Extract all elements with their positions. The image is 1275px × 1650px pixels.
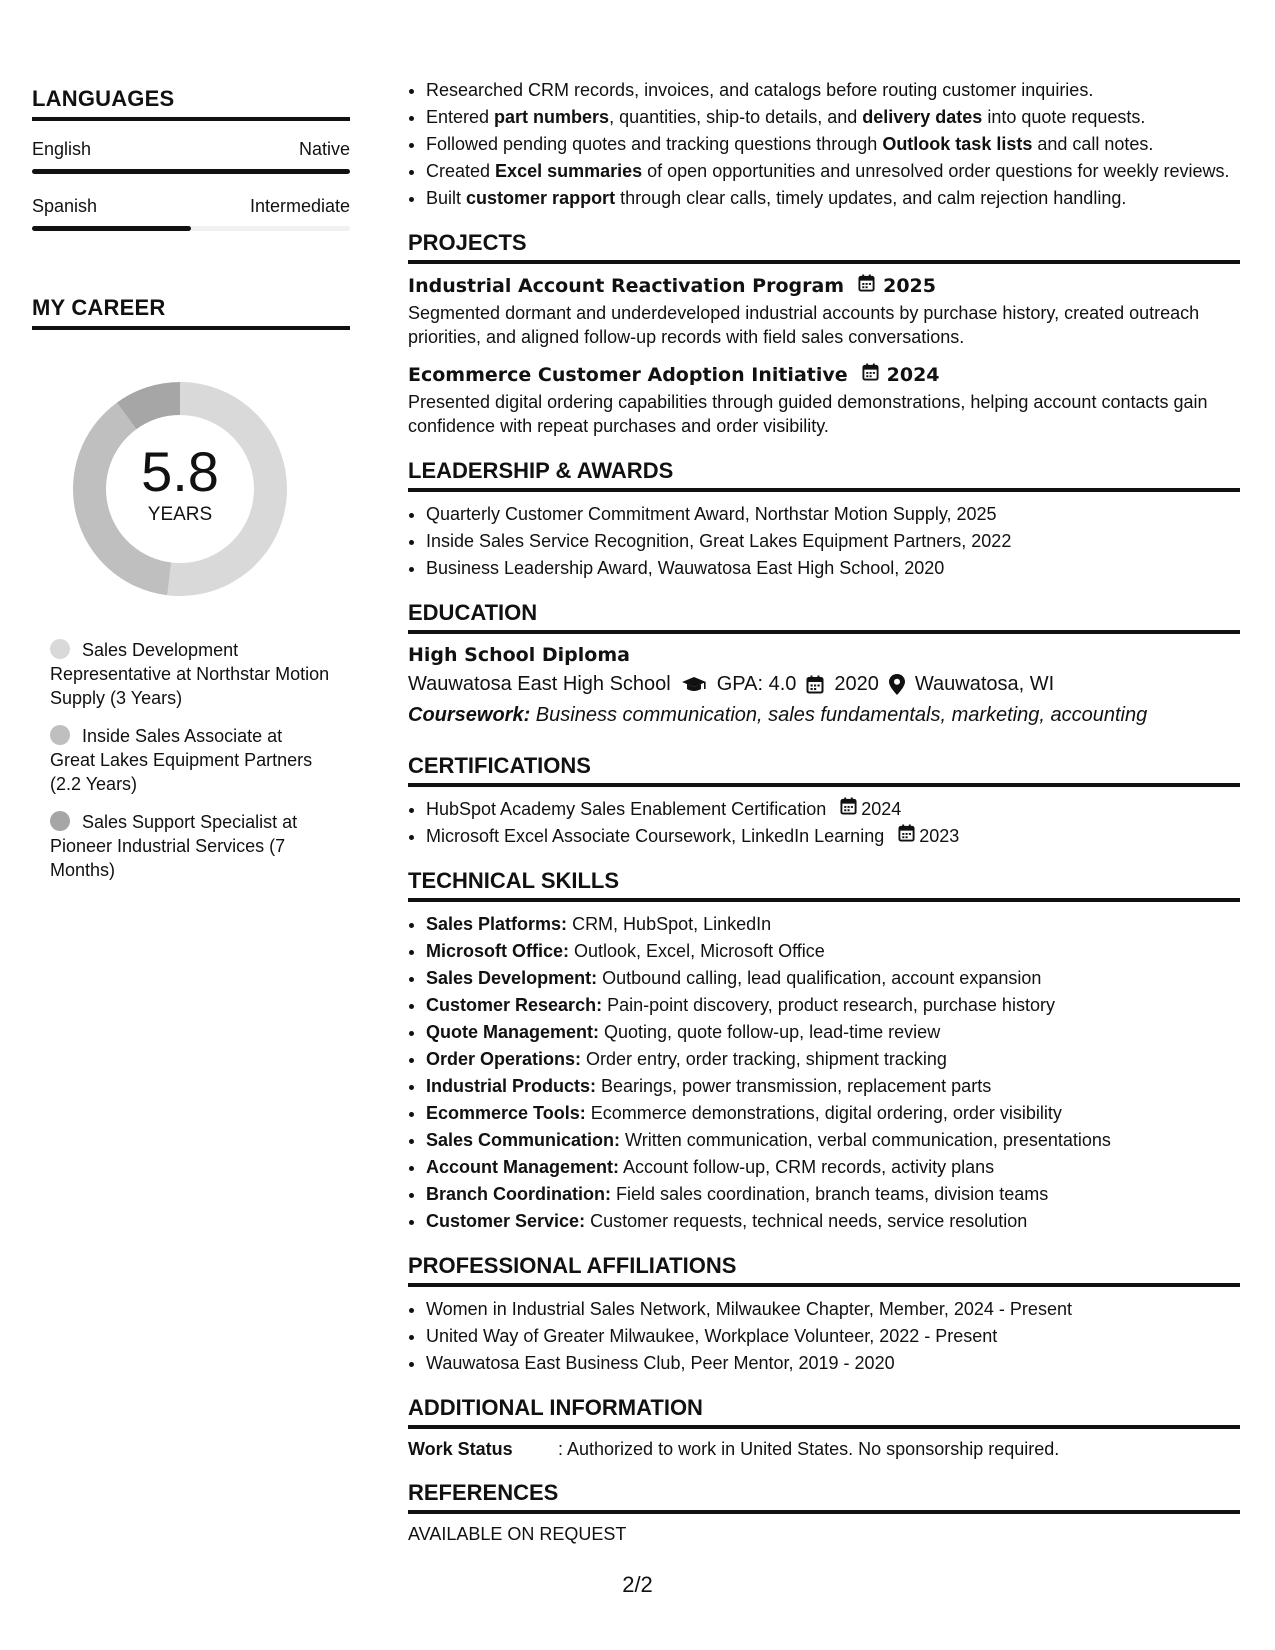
language-proficiency-bar — [32, 169, 350, 174]
projects-list — [408, 274, 1240, 438]
page-number — [0, 1572, 1275, 1598]
experience-bullet — [426, 78, 1240, 102]
bullet-text: Created — [426, 161, 496, 181]
language-item — [32, 196, 350, 231]
skill-item — [426, 1101, 1240, 1125]
skill-item — [426, 1047, 1240, 1071]
skills-list — [408, 912, 1240, 1233]
career-total-unit: YEARS — [147, 504, 213, 525]
skill-value: Customer requests, technical needs, service resolution — [585, 1211, 1028, 1231]
skill-value: Order entry, order tracking, shipment tracking — [581, 1049, 947, 1069]
language-proficiency-bar — [32, 226, 350, 231]
career-total-years: 5.8 — [141, 440, 219, 503]
highlight-text: part numbers — [494, 107, 610, 127]
coursework-text: Business communication, sales fundamentals, marketing, accounting — [530, 704, 1148, 726]
career-item — [50, 638, 330, 710]
skill-label: Quote Management: — [426, 1022, 600, 1042]
career-item — [50, 724, 330, 796]
certification-item — [426, 824, 1240, 848]
certification-item — [426, 797, 1240, 821]
experience-bullet — [426, 186, 1240, 210]
bullet-text: Researched CRM records, invoices, and catalogs before routing customer inquiries. — [426, 80, 1094, 100]
career-legend-dot — [50, 639, 70, 659]
affiliations-heading: PROFESSIONAL AFFILIATIONS — [408, 1253, 1240, 1287]
project-year: 2025 — [883, 274, 936, 297]
career-heading: MY CAREER — [32, 295, 350, 330]
skill-item — [426, 1182, 1240, 1206]
experience-bullet — [426, 132, 1240, 156]
skill-item — [426, 1128, 1240, 1152]
languages-heading: LANGUAGES — [32, 86, 350, 121]
skill-item — [426, 993, 1240, 1017]
page-number-text: 2/2 — [622, 1572, 653, 1597]
career-donut-chart — [65, 374, 295, 604]
career-legend-dot — [50, 725, 70, 745]
skill-item — [426, 912, 1240, 936]
project-description: Segmented dormant and underdeveloped industrial accounts by purchase history, created outreach priorities, and aligned follow-up records with field sales conversations. — [408, 303, 1200, 347]
experience-bullet — [426, 159, 1240, 183]
career-item-text: Sales Support Specialist at Pioneer Industrial Services (7 Months) — [50, 812, 298, 880]
main-column — [408, 78, 1240, 1545]
skill-label: Order Operations: — [426, 1049, 582, 1069]
career-legend-dot — [50, 811, 70, 831]
language-row — [32, 139, 350, 160]
language-row — [32, 196, 350, 217]
bullet-text: into quote requests. — [982, 107, 1146, 127]
language-item — [32, 139, 350, 174]
coursework-label: Coursework: — [408, 704, 531, 726]
skills-heading: TECHNICAL SKILLS — [408, 868, 1240, 902]
skill-value: Bearings, power transmission, replacement parts — [596, 1076, 992, 1096]
skill-item — [426, 1074, 1240, 1098]
project-year: 2024 — [886, 363, 940, 386]
skill-value: Ecommerce demonstrations, digital ordering, order visibility — [585, 1103, 1062, 1123]
languages-list — [32, 139, 350, 231]
education-details — [408, 673, 1240, 696]
language-name: Spanish — [32, 196, 98, 216]
skill-label: Branch Coordination: — [426, 1184, 611, 1204]
skill-label: Customer Service: — [426, 1211, 586, 1231]
calendar-icon — [840, 797, 857, 821]
bullet-text: Built — [426, 188, 467, 208]
project-title-row — [408, 363, 1240, 386]
bullet-text: through clear calls, timely updates, and calm rejection handling. — [615, 188, 1127, 208]
skill-value: Outlook, Excel, Microsoft Office — [569, 941, 825, 961]
career-item — [50, 810, 330, 882]
certification-year: 2023 — [919, 826, 960, 846]
skill-value: CRM, HubSpot, LinkedIn — [567, 914, 772, 934]
calendar-icon — [858, 274, 875, 297]
references-heading: REFERENCES — [408, 1480, 1240, 1514]
language-level: Native — [298, 139, 350, 159]
career-donut-center — [65, 374, 295, 604]
skill-value: Quoting, quote follow-up, lead-time review — [599, 1022, 941, 1042]
skill-label: Sales Platforms: — [426, 914, 568, 934]
skill-item — [426, 1155, 1240, 1179]
projects-heading: PROJECTS — [408, 230, 1240, 264]
highlight-text: delivery dates — [862, 107, 983, 127]
award-item: • Business Leadership Award, Wauwatosa East High School, 2020 — [426, 556, 1240, 580]
award-item: • Inside Sales Service Recognition, Great Lakes Equipment Partners, 2022 — [426, 529, 1240, 553]
awards-heading: LEADERSHIP & AWARDS — [408, 458, 1240, 492]
certification-row — [426, 824, 1240, 848]
skill-item — [426, 1020, 1240, 1044]
skill-label: Ecommerce Tools: — [426, 1103, 586, 1123]
education-heading: EDUCATION — [408, 600, 1240, 634]
skill-label: Microsoft Office: — [426, 941, 570, 961]
project-title: Industrial Account Reactivation Program — [408, 274, 845, 297]
project-item — [408, 274, 1240, 349]
references-text: AVAILABLE ON REQUEST — [408, 1524, 627, 1544]
affiliation-item: • Wauwatosa East Business Club, Peer Mentor, 2019 - 2020 — [426, 1351, 1240, 1375]
language-level: Intermediate — [249, 196, 350, 216]
project-item — [408, 363, 1240, 438]
certification-year: 2024 — [861, 799, 902, 819]
project-title: Ecommerce Customer Adoption Initiative — [408, 363, 848, 386]
skill-label: Sales Communication: — [426, 1130, 621, 1150]
calendar-icon — [898, 824, 915, 848]
career-list — [50, 638, 350, 882]
education-gpa: GPA: 4.0 — [716, 673, 797, 695]
skill-label: Account Management: — [426, 1157, 620, 1177]
bullet-text: and call notes. — [1032, 134, 1154, 154]
skill-value: Field sales coordination, branch teams, division teams — [611, 1184, 1049, 1204]
skill-value: Account follow-up, CRM records, activity plans — [619, 1157, 995, 1177]
language-name: English — [32, 139, 92, 159]
education-year: 2020 — [834, 673, 879, 695]
skill-item — [426, 966, 1240, 990]
work-status-row — [408, 1439, 1240, 1460]
project-title-row — [408, 274, 1240, 297]
work-status-label: Work Status — [408, 1439, 513, 1459]
skill-label: Industrial Products: — [426, 1076, 597, 1096]
certification-name: • Microsoft Excel Associate Coursework, LinkedIn Learning — [426, 826, 885, 846]
work-status-value: : Authorized to work in United States. No sponsorship required. — [558, 1439, 1060, 1459]
skill-item — [426, 939, 1240, 963]
education-degree: High School Diploma — [408, 644, 630, 666]
sidebar — [32, 86, 350, 896]
skill-item — [426, 1209, 1240, 1233]
skill-label: Customer Research: — [426, 995, 603, 1015]
highlight-text: Excel summaries — [495, 161, 643, 181]
career-item-text: Sales Development Representative at Northstar Motion Supply (3 Years) — [50, 640, 330, 708]
education-school: Wauwatosa East High School — [408, 673, 671, 695]
graduation-cap-icon — [681, 676, 707, 694]
awards-list — [408, 502, 1240, 580]
bullet-text: Followed pending quotes and tracking questions through — [426, 134, 883, 154]
certifications-list — [408, 797, 1240, 848]
skill-label: Sales Development: — [426, 968, 598, 988]
award-item: • Quarterly Customer Commitment Award, Northstar Motion Supply, 2025 — [426, 502, 1240, 526]
highlight-text: Outlook task lists — [882, 134, 1033, 154]
skill-value: Pain-point discovery, product research, purchase history — [602, 995, 1055, 1015]
bullet-text: of open opportunities and unresolved order questions for weekly reviews. — [642, 161, 1230, 181]
affiliation-item: • United Way of Greater Milwaukee, Workplace Volunteer, 2022 - Present — [426, 1324, 1240, 1348]
location-pin-icon — [889, 674, 905, 695]
certification-row — [426, 797, 1240, 821]
calendar-icon — [862, 363, 879, 386]
bullet-text: , quantities, ship-to details, and — [609, 107, 863, 127]
affiliations-list — [408, 1297, 1240, 1375]
experience-bullet — [426, 105, 1240, 129]
bullet-text: Entered — [426, 107, 495, 127]
experience-bullets — [408, 78, 1240, 210]
education-location: Wauwatosa, WI — [914, 673, 1055, 695]
education-coursework — [408, 704, 1240, 727]
career-item-text: Inside Sales Associate at Great Lakes Equipment Partners (2.2 Years) — [50, 726, 313, 794]
skill-value: Written communication, verbal communication, presentations — [620, 1130, 1111, 1150]
calendar-icon — [806, 675, 824, 694]
project-description: Presented digital ordering capabilities through guided demonstrations, helping account contacts gain confidence with repeat purchases and order visibility. — [408, 392, 1208, 436]
certification-name: • HubSpot Academy Sales Enablement Certification — [426, 799, 827, 819]
language-proficiency-fill — [32, 226, 191, 231]
skill-value: Outbound calling, lead qualification, account expansion — [597, 968, 1042, 988]
additional-heading: ADDITIONAL INFORMATION — [408, 1395, 1240, 1429]
language-proficiency-fill — [32, 169, 350, 174]
affiliation-item: • Women in Industrial Sales Network, Milwaukee Chapter, Member, 2024 - Present — [426, 1297, 1240, 1321]
highlight-text: customer rapport — [466, 188, 616, 208]
certifications-heading: CERTIFICATIONS — [408, 753, 1240, 787]
